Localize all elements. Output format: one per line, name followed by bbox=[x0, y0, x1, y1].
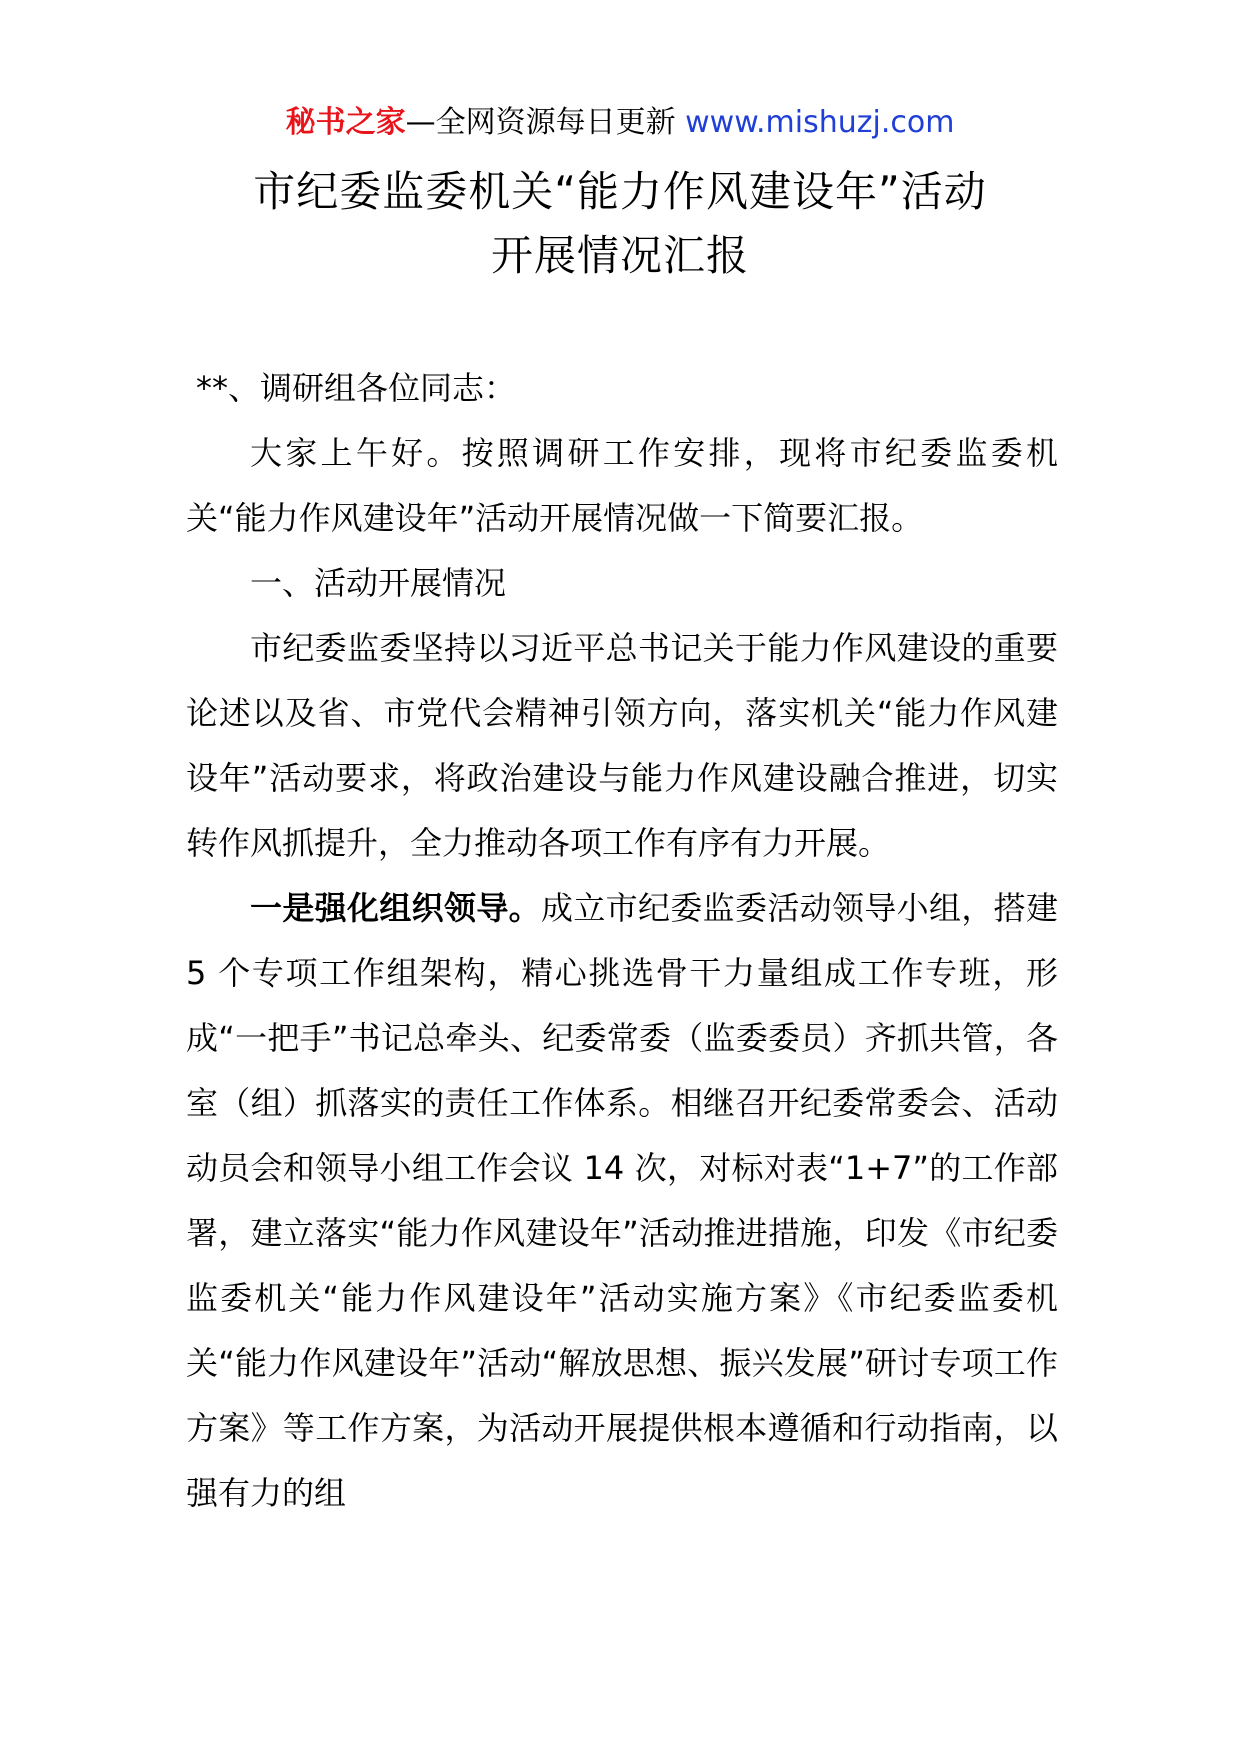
brand-name: 秘书之家 bbox=[285, 105, 406, 140]
banner-url[interactable]: www.mishuzj.com bbox=[685, 105, 955, 140]
site-banner bbox=[0, 98, 1240, 148]
paragraph-overview: 市纪委监委坚持以习近平总书记关于能力作风建设的重要论述以及省、市党代会精神引领方向，落实机关“能力作风建设年”活动要求，将政治建设与能力作风建设融合推进，切实转作风抓提升，全力推动各项工作有序有力开展。 bbox=[186, 629, 1058, 862]
document-title bbox=[0, 160, 1240, 288]
paragraph-intro: 大家上午好。按照调研工作安排，现将市纪委监委机关“能力作风建设年”活动开展情况做一下简要汇报。 bbox=[186, 434, 1058, 537]
point-1-lead: 一是强化组织领导。 bbox=[250, 889, 541, 927]
section-heading: 一、活动开展情况 bbox=[250, 564, 507, 602]
banner-tagline: —全网资源每日更新 bbox=[405, 105, 686, 140]
title-line-1: 市纪委监委机关“能力作风建设年”活动 bbox=[253, 167, 987, 216]
title-line-2: 开展情况汇报 bbox=[490, 231, 749, 280]
paragraph-point-1 bbox=[186, 876, 1058, 1526]
salutation: **、调研组各位同志： bbox=[196, 369, 517, 407]
document-body bbox=[186, 356, 1058, 1526]
point-1-text: 成立市纪委监委活动领导小组，搭建 5 个专项工作组架构，精心挑选骨干力量组成工作专班，形成“一把手”书记总牵头、纪委常委（监委委员）齐抓共管，各室（组）抓落实的责任工作体系。相继召开纪委常委会、活动动员会和领导小组工作会议 14 次，对标对表“1+7”的工作部署，建立落实“能力作风建设年”活动推进措施，印发《市纪委监委机关“能力作风建设年”活动实施方案》《市纪委监委机关“能力作风建设年”活动“解放思想、振兴发展”研讨专项工作方案》等工作方案，为活动开展提供根本遵循和行动指南，以强有力的组 bbox=[186, 889, 1058, 1512]
